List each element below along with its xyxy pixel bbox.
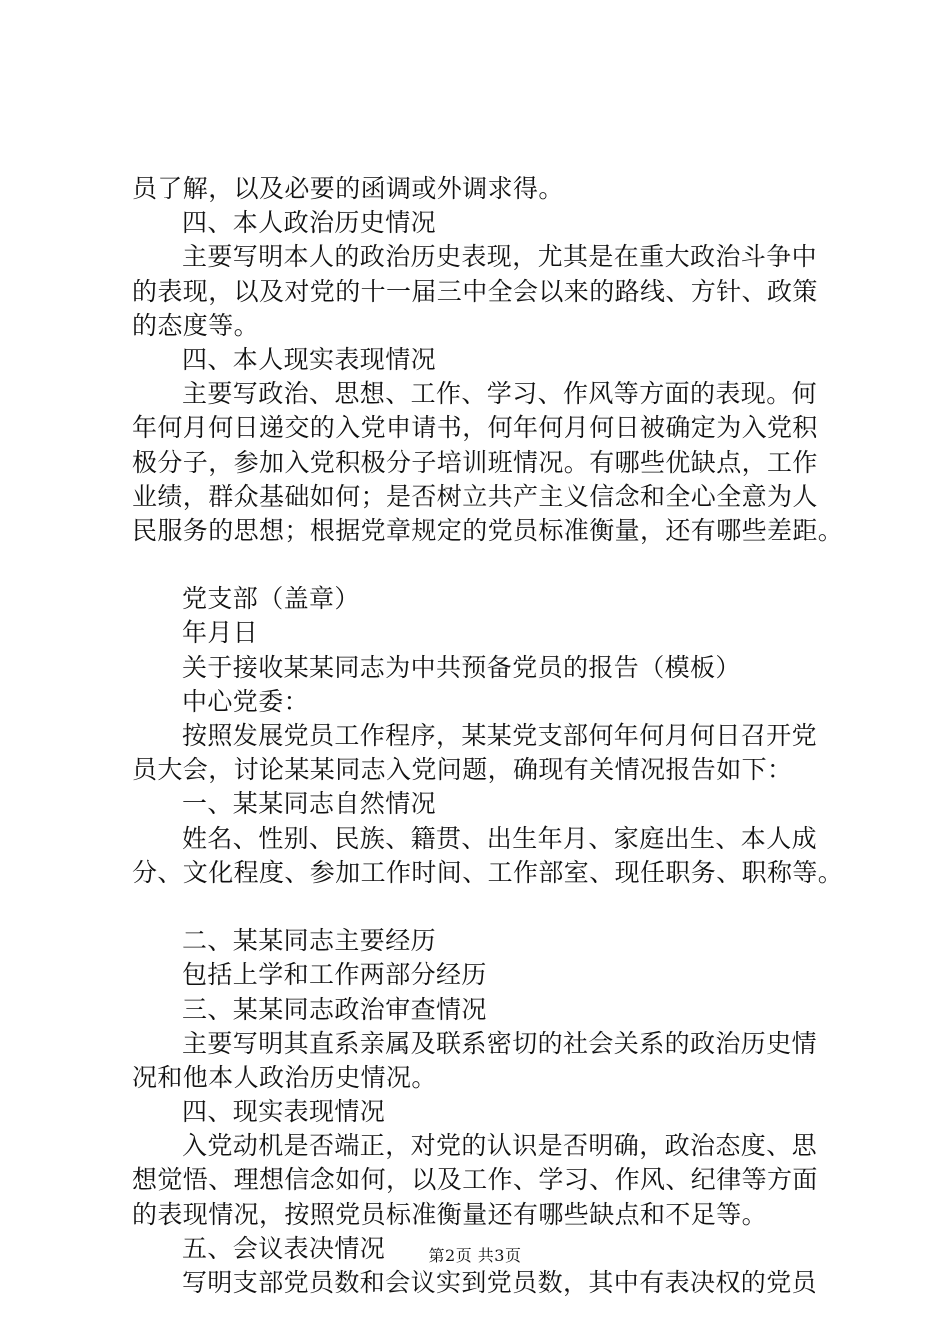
report-title: 关于接收某某同志为中共预备党员的报告（模板） — [182, 652, 741, 682]
body-line: 民服务的思想；根据党章规定的党员标准衡量，还有哪些差距。 — [132, 515, 844, 545]
body-line: 的态度等。 — [132, 310, 260, 340]
body-line: 况和他本人政治历史情况。 — [132, 1062, 437, 1092]
section-heading: 一、某某同志自然情况 — [182, 789, 437, 819]
body-line: 按照发展党员工作程序，某某党支部何年何月何日召开党 — [182, 721, 818, 750]
document-body — [132, 172, 852, 1300]
body-line: 包括上学和工作两部分经历 — [182, 960, 487, 990]
section-heading: 四、现实表现情况 — [182, 1097, 386, 1127]
body-line: 业绩，群众基础如何；是否树立共产主义信念和全心全意为人 — [132, 481, 818, 511]
section-heading: 三、某某同志政治审查情况 — [182, 994, 487, 1024]
body-line: 姓名、性别、民族、籍贯、出生年月、家庭出生、本人成 — [182, 823, 818, 853]
body-line: 写明支部党员数和会议实到党员数，其中有表决权的党员 — [182, 1268, 818, 1297]
blank-line — [132, 548, 852, 582]
body-line: 主要写政治、思想、工作、学习、作风等方面的表现。何 — [182, 379, 818, 409]
body-line: 想觉悟、理想信念如何，以及工作、学习、作风、纪律等方面 — [132, 1165, 818, 1195]
body-line: 入党动机是否端正，对党的认识是否明确，政治态度、思 — [182, 1131, 818, 1161]
blank-line — [132, 890, 852, 924]
section-heading: 二、某某同志主要经历 — [182, 926, 437, 956]
seal-line: 党支部（盖章） — [182, 584, 360, 614]
addressee: 中心党委： — [182, 686, 310, 716]
body-line: 员了解，以及必要的函调或外调求得。 — [132, 174, 564, 203]
body-line: 年何月何日递交的入党申请书，何年何月何日被确定为入党积 — [132, 413, 818, 443]
body-line: 极分子，参加入党积极分子培训班情况。有哪些优缺点，工作 — [132, 447, 818, 477]
body-line: 分、文化程度、参加工作时间、工作部室、现任职务、职称等。 — [132, 857, 844, 887]
section-heading: 四、本人政治历史情况 — [182, 208, 437, 238]
date-line: 年月日 — [182, 618, 259, 648]
section-heading: 五、会议表决情况 — [182, 1233, 386, 1263]
page-number: 第2页 共3页 — [428, 1246, 522, 1265]
body-line: 主要写明本人的政治历史表现，尤其是在重大政治斗争中 — [182, 242, 818, 272]
section-heading: 四、本人现实表现情况 — [182, 344, 437, 374]
body-line: 的表现情况，按照党员标准衡量还有哪些缺点和不足等。 — [132, 1199, 768, 1229]
body-line: 主要写明其直系亲属及联系密切的社会关系的政治历史情 — [182, 1028, 818, 1058]
body-line: 员大会，讨论某某同志入党问题，确现有关情况报告如下： — [132, 755, 793, 785]
body-line: 的表现，以及对党的十一届三中全会以来的路线、方针、政策 — [132, 276, 818, 306]
